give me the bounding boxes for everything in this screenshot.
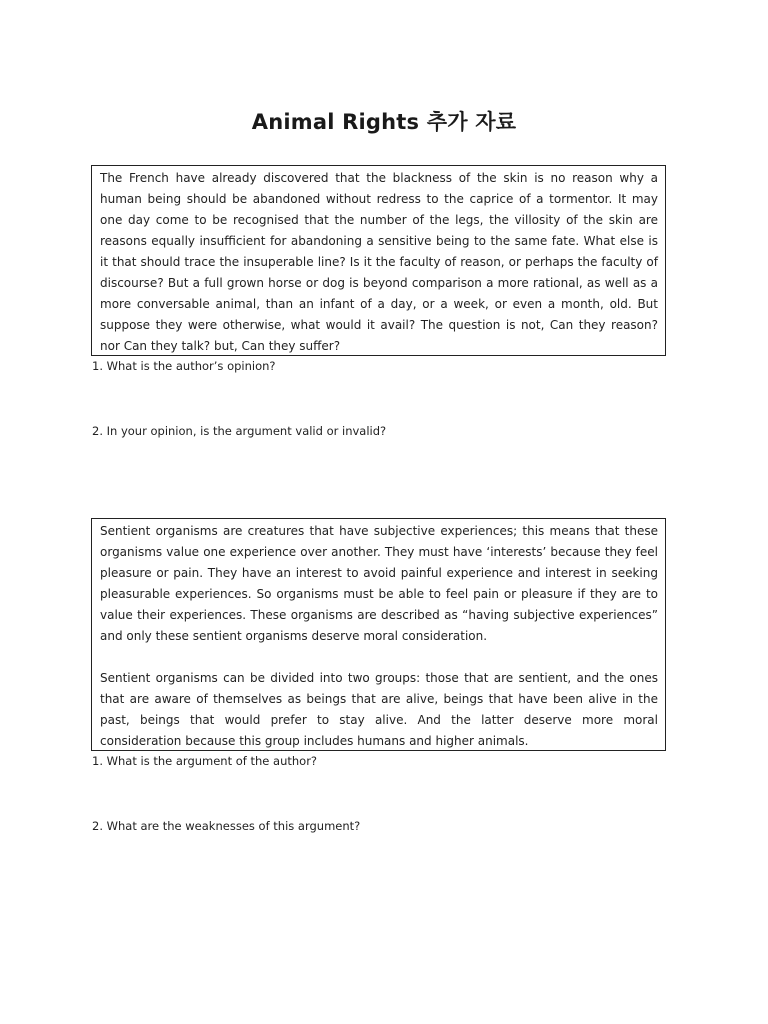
passage-1-text: The French have already discovered that the blackness of the skin is no reason why a human being should be abandoned without redress to the caprice of a tormentor. It may one day come to be recognised that the number of the legs, the villosity of the skin are reasons equally insufficient for abandoning a sensitive being to the same fate. What else is it that should trace the insuperable line? Is it the faculty of reason, or perhaps the faculty of discourse? But a full grown horse or dog is beyond comparison a more rational, as well as a more conversable animal, than an infant of a day, or a week, or even a month, old. But suppose they were otherwise, what would it avail? The question is not, Can they reason? nor Can they talk? but, Can they suffer? [100, 171, 658, 353]
question-2-1: 1. What is the argument of the author? [92, 754, 318, 768]
passage-2-paragraph-1: Sentient organisms are creatures that have subjective experiences; this means that these organisms value one experience over another. They must have ‘interests’ because they feel pleasure or pain. They have an interest to avoid painful experience and interest in seeking pleasurable experiences. So organisms must be able to feel pain or pleasure if they are to value their experiences. These organisms are described as “having subjective experiences” and only these sentient organisms deserve moral consideration. [100, 524, 658, 643]
passage-box-2 [91, 518, 666, 751]
question-1-1: 1. What is the author’s opinion? [92, 359, 276, 373]
question-2-2: 2. What are the weaknesses of this argument? [92, 819, 361, 833]
passage-2-paragraph-2: Sentient organisms can be divided into two groups: those that are sentient, and the ones that are aware of themselves as beings that are alive, beings that have been alive in the past, beings that would prefer to stay alive. And the latter deserve more moral consideration because this group includes humans and higher animals. [100, 671, 658, 748]
passage-box-1 [91, 165, 666, 356]
document-title: Animal Rights 추가 자료 [251, 110, 517, 134]
question-1-2: 2. In your opinion, is the argument valid or invalid? [92, 424, 387, 438]
